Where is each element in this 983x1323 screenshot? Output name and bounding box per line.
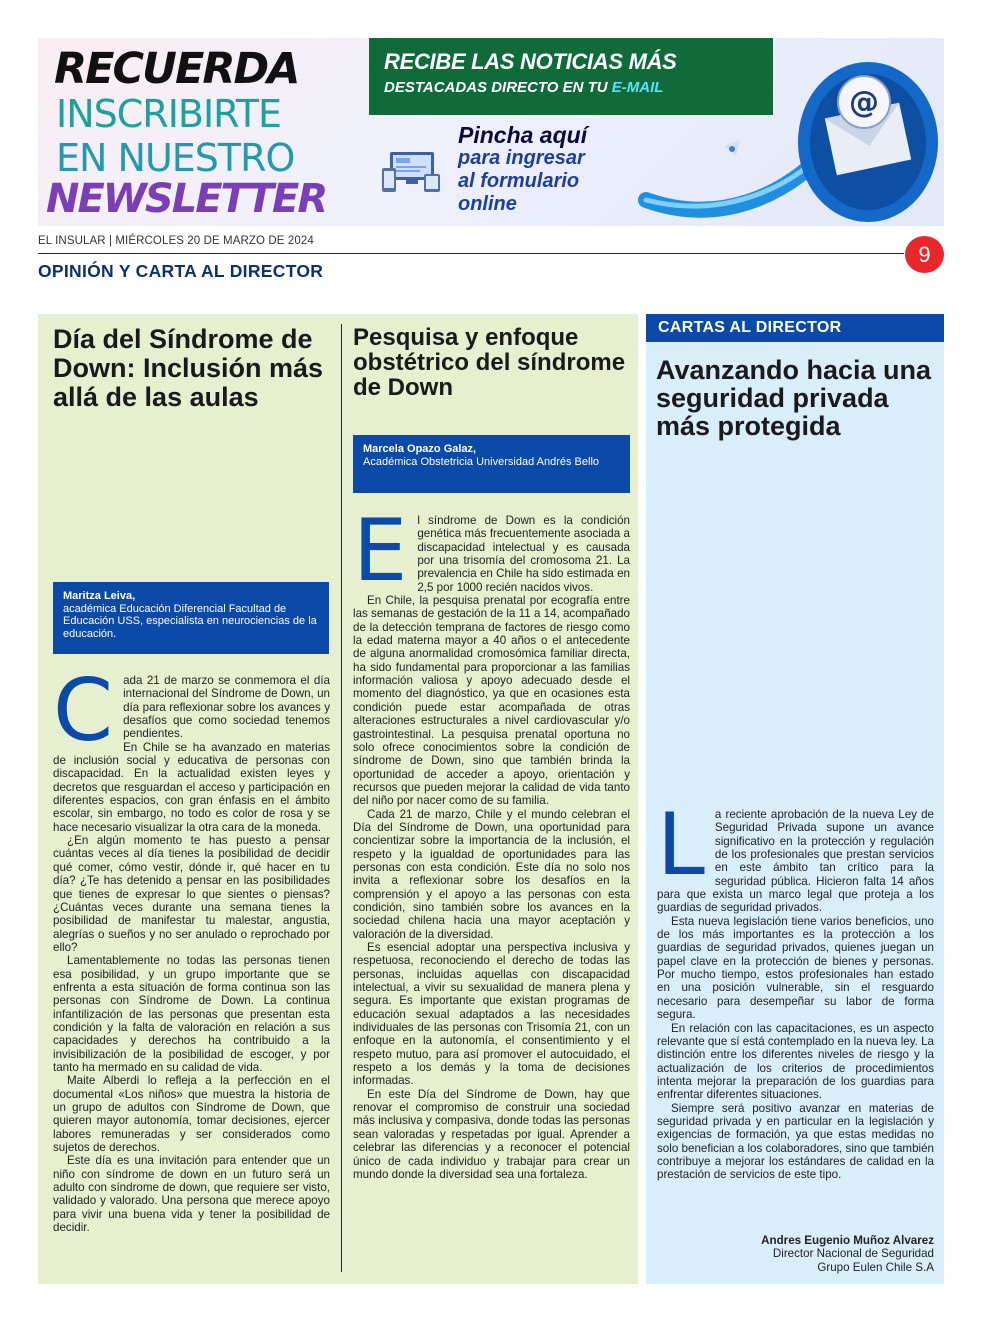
banner-line-3: EN NUESTRO	[56, 136, 295, 180]
banner-cta-line-1: Pincha aquí	[458, 122, 588, 148]
banner-email-word: E-MAIL	[611, 79, 664, 96]
article2-dropcap: E	[353, 501, 408, 601]
article1-author-name: Maritza Leiva,	[63, 590, 136, 602]
article1-dropcap: C	[53, 661, 114, 761]
article1-paragraph: Este día es una invitación para entender que un niño con síndrome de down en un futuro será un adulto con síndrome de down, que requiere ser visto, validado y valorado. Una persona que merece apoyo para vivir una buena vida y tener la posibilidad de decidir.	[53, 1154, 330, 1235]
cartas-dropcap: L	[657, 795, 705, 895]
banner-line-2: INSCRIBIRTE	[56, 92, 282, 136]
article1-author-role: académica Educación Diferencial Facultad de Educación USS, especialista en neurociencias de la educación.	[63, 602, 317, 640]
article1-author-box	[53, 582, 329, 654]
cartas-paragraph: Esta nueva legislación tiene varios beneficios, uno de los más importantes es la protección a los guardias de seguridad privados, quienes juegan un papel clave en la protección de bienes y personas. Por mucho tiempo, estos profesionales han estado en una posición vulnerable, sin el resguardo necesario para desempeñar su labor de forma segura.	[657, 914, 934, 1022]
article2-paragraph: Es esencial adoptar una perspectiva inclusiva y respetuosa, reconociendo el derecho de todas las personas, incluidas aquellas con discapacidad intelectual, a vivir su sexualidad de manera plena y segura. Es importante que existan programas de educación sexual adaptados a las necesidades individuales de las personas con Trisomía 21, con un enfoque en la autonomía, el consentimiento y el respeto mutuo, para así promover el autocuidado, el respeto a los demás y la toma de decisiones informadas.	[353, 941, 630, 1088]
signature-role: Director Nacional de Seguridad	[772, 1247, 934, 1261]
svg-text:@: @	[849, 85, 879, 120]
banner-line-4: NEWSLETTER	[46, 176, 327, 222]
article1-paragraph: Lamentablemente no todas las personas tienen esa posibilidad, y un grupo importante que se enfrenta a esta situación de forma continua son las personas con Síndrome de Down. La continua infantilización de las personas que presentan esta condición y la falta de valoración en relación a sus capacidades y derechos ha contribuido a la invisibilización de la posibilidad de escoger, y por tanto ha mermado en su calidad de vida.	[53, 954, 330, 1074]
dateline: EL INSULAR | MIÉRCOLES 20 DE MARZO DE 2024	[38, 235, 314, 247]
cartas-paragraph: En relación con las capacitaciones, es un aspecto relevante que sí está contemplado en la nueva ley. La distinción entre los diferentes niveles de riesgo y la actualización de los criterios de procedimientos intenta mejorar la preparación de los guardias para enfrentar diferentes situaciones.	[657, 1021, 934, 1102]
email-envelope-icon	[636, 50, 940, 226]
banner-cta-line-3: al formulario	[458, 170, 580, 192]
signature-name: Andres Eugenio Muñoz Alvarez	[761, 1234, 934, 1247]
section-title: OPINIÓN Y CARTA AL DIRECTOR	[38, 261, 324, 281]
cartas-label: CARTAS AL DIRECTOR	[646, 314, 944, 342]
column-divider	[341, 324, 342, 1272]
article2-author-name: Marcela Opazo Galaz,	[363, 443, 477, 455]
article1-body	[53, 661, 330, 1235]
article2-paragraph: l síndrome de Down es la condición genética más frecuentemente asociada a discapacidad intelectual y es causada por una trisomía del cromosoma 21. La prevalencia en Chile ha sido estimada en 2,5 por 1000 recién nacidos vivos.	[417, 514, 630, 594]
cartas-paragraph: a reciente aprobación de la nueva Ley de Seguridad Privada supone un avance significativo en la protección y regulación de los profesionales que prestan servicios en este ámbito tan crítico para la seguridad pública. Hicieron falta 14 años para que exista un marco legal que proteja a los guardias de seguridad privados.	[657, 808, 934, 915]
cartas-title: Avanzando hacia una seguridad privada más protegida	[656, 355, 932, 441]
cartas-body	[657, 795, 934, 1182]
header-divider	[38, 253, 904, 254]
article2-paragraph: En Chile, la pesquisa prenatal por ecografía entre las semanas de gestación de la 11 a 14, acompañado de la detección temprana de factores de riesgo como la edad materna mayor a 40 años o el antecedente de alguna anormalidad cromosómica familiar directa, ha sido fundamental para proporcionar a las familias información valiosa y apoyo adecuado desde el momento del diagnóstico, ya que en ocasiones esta condición puede estar acompañada de otras alteraciones estructurales a nivel cardiovascular y/o gastrointestinal. La pesquisa prenatal oportuna no solo ofrece conocimientos sobre la condición de síndrome de Down, sino que también brinda la oportunidad de acceder a apoyo, orientación y recursos que pueden mejorar la calidad de vida tanto del niño por nacer como de su familia.	[353, 594, 630, 808]
article1-paragraph: ada 21 de marzo se conmemora el día internacional del Síndrome de Down, un día para reflexionar sobre los avances y desafíos que como sociedad tenemos pendientes.	[123, 674, 330, 741]
banner-line-1: RECUERDA	[54, 44, 299, 94]
cartas-paragraph: Siempre será positivo avanzar en materias de seguridad privada y en particular en la legislación y exigencias de formación, ya que estas medidas no solo benefician a los colaboradores, sino que también contribuye a mejorar los estándares de calidad en la prestación de servicios de este tipo.	[657, 1101, 934, 1182]
article2-author-role: Académica Obstetricia Universidad Andrés Bello	[363, 455, 600, 468]
banner-cta[interactable]	[458, 124, 587, 216]
banner-cta-line-2: para ingresar	[458, 147, 585, 169]
signature-org: Grupo Eulen Chile S.A	[817, 1260, 934, 1274]
article2-body	[353, 501, 630, 1181]
article2-paragraph: Cada 21 de marzo, Chile y el mundo celebran el Día del Síndrome de Down, una oportunidad para concientizar sobre la importancia de la inclusión, el respeto y la igualdad de oportunidades para las personas con esta condición. Este día no solo nos invita a reflexionar sobre los desafíos en la comprensión y el apoyo a las personas con esta condición, sino también sobre los avances en la sociedad chilena hacia una mayor aceptación y valoración de la diversidad.	[353, 807, 630, 941]
article1-paragraph: Maite Alberdi lo refleja a la perfección en el documental «Los niños» que muestra la historia de un grupo de adultos con Síndrome de Down, que quieren mayor autonomía, tomar decisiones, ejercer labores remuneradas y ser considerados como sujetos de derechos.	[53, 1074, 330, 1155]
newsletter-banner[interactable]	[38, 38, 944, 226]
article1-paragraph: En Chile se ha avanzado en materias de inclusión social y educativa de personas con discapacidad. En la actualidad existen leyes y decretos que resguardan el acceso y participación en diferentes espacios, con gran énfasis en el ámbito escolar, sin embargo, no todo es color de rosa y se hace necesario visualizar la otra cara de la moneda.	[53, 740, 330, 834]
article2-author-box	[353, 435, 630, 493]
devices-icon	[380, 148, 442, 194]
article2-title: Pesquisa y enfoque obstétrico del síndrome de Down	[353, 324, 626, 401]
banner-green-line-2-text: DESTACADAS DIRECTO EN TU	[384, 79, 612, 96]
banner-cta-line-4: online	[458, 193, 517, 215]
article2-paragraph: En este Día del Síndrome de Down, hay que renovar el compromiso de construir una sociedad más inclusiva y compasiva, donde todas las personas sean valoradas y respetadas por igual. Aprender a celebrar las diferencias y a reconocer el potencial único de cada individuo y trabajar para crear un mundo donde la diversidad sea una fortaleza.	[353, 1087, 630, 1181]
cartas-signature	[657, 1234, 934, 1274]
banner-green-line-1: RECIBE LAS NOTICIAS MÁS	[384, 49, 677, 74]
article1-title: Día del Síndrome de Down: Inclusión más allá de las aulas	[53, 324, 324, 412]
page-number: 9	[905, 236, 944, 273]
article1-paragraph: ¿En algún momento te has puesto a pensar cuántas veces al día tienes la posibilidad de decidir qué comer, cómo vestir, dónde ir, qué hacer en tu día? ¿Te has detenido a pensar en las posibilidades que tienes de expresar lo que sientes o piensas? ¿Cuántas veces durante una semana tienes la posibilidad de manifestar tu malestar, angustia, alegrías o sueños y no ser anulado o reprochado por ello?	[53, 834, 330, 954]
